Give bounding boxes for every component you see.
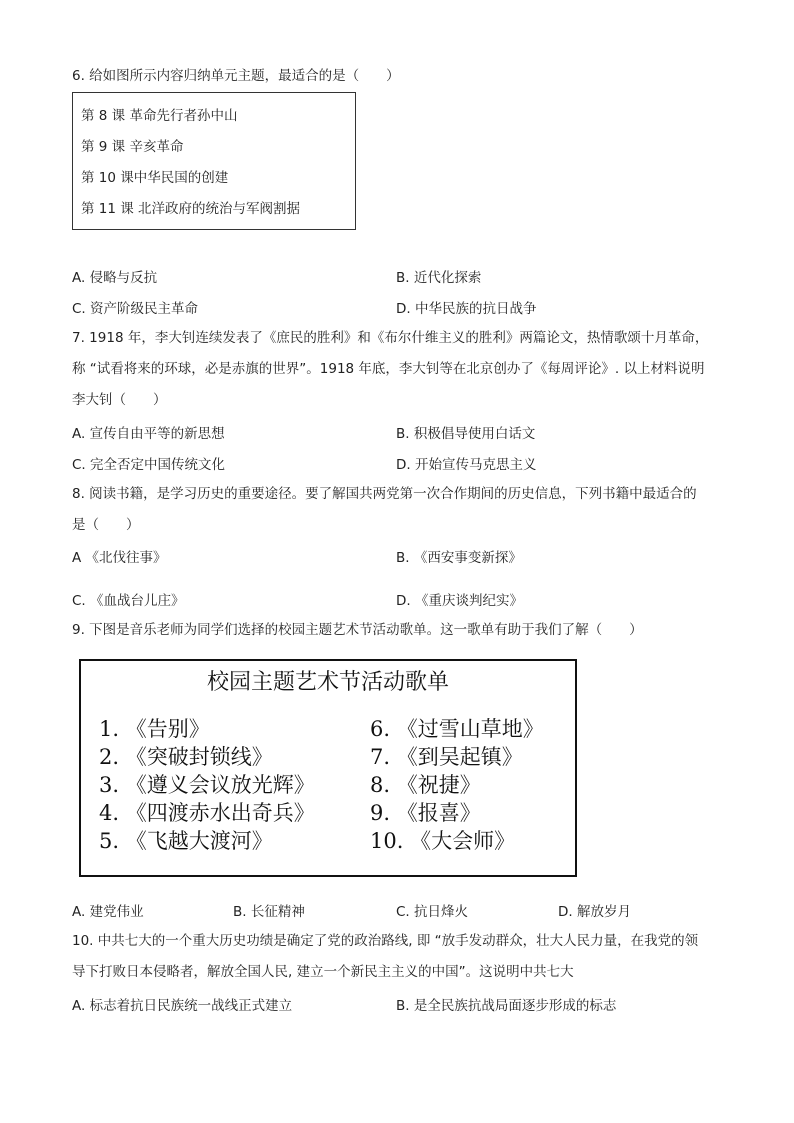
q9-option-c: C. 抗日烽火: [396, 904, 469, 920]
song-item-9: 9. 《报喜》: [370, 801, 481, 825]
q8-option-d: D. 《重庆谈判纪实》: [396, 593, 523, 609]
q7-option-c: C. 完全否定中国传统文化: [72, 457, 226, 473]
song-item-4: 4. 《四渡赤水出奇兵》: [99, 801, 315, 825]
q10-option-a: A. 标志着抗日民族统一战线正式建立: [72, 998, 293, 1014]
q8-option-b: B. 《西安事变新探》: [396, 550, 522, 566]
song-item-1: 1. 《告别》: [99, 717, 210, 741]
q8-line-1: 8. 阅读书籍，是学习历史的重要途径。要了解国共两党第一次合作期间的历史信息，下列书籍中最适合的: [72, 486, 697, 502]
q6-box-line-3: 第 10 课中华民国的创建: [81, 170, 229, 186]
q6-lesson-box: [72, 92, 356, 230]
q8-option-c: C. 《血战台儿庄》: [72, 593, 185, 609]
song-item-8: 8. 《祝捷》: [370, 773, 481, 797]
song-item-2: 2. 《突破封锁线》: [99, 745, 273, 769]
q6-option-b: B. 近代化探索: [396, 270, 482, 286]
q7-line-3: 李大钊（ ）: [72, 392, 167, 408]
q10-line-2: 导下打败日本侵略者，解放全国人民, 建立一个新民主主义的中国”。这说明中共七大: [72, 964, 574, 980]
q6-stem: 6. 给如图所示内容归纳单元主题，最适合的是（ ）: [72, 68, 400, 84]
q9-stem: 9. 下图是音乐老师为同学们选择的校园主题艺术节活动歌单。这一歌单有助于我们了解（ ）: [72, 622, 643, 638]
q8-option-a: A 《北伐往事》: [72, 550, 167, 566]
q10-option-b: B. 是全民族抗战局面逐步形成的标志: [396, 998, 617, 1014]
q7-line-1: 7. 1918 年，李大钊连续发表了《庶民的胜利》和《布尔什维主义的胜利》两篇论文，热情歌颂十月革命，: [72, 330, 709, 346]
song-item-10: 10. 《大会师》: [370, 829, 516, 853]
q6-option-a: A. 侵略与反抗: [72, 270, 158, 286]
q7-option-b: B. 积极倡导使用白话文: [396, 426, 536, 442]
q6-box-line-4: 第 11 课 北洋政府的统治与军阀割据: [81, 201, 301, 217]
q9-option-a: A. 建党伟业: [72, 904, 144, 920]
q6-option-d: D. 中华民族的抗日战争: [396, 301, 537, 317]
song-list-title: 校园主题艺术节活动歌单: [206, 670, 449, 695]
q8-line-2: 是（ ）: [72, 517, 140, 533]
song-item-3: 3. 《遵义会议放光辉》: [99, 773, 315, 797]
q6-box-line-2: 第 9 课 辛亥革命: [81, 139, 184, 155]
song-list-image: [79, 659, 577, 877]
q7-option-d: D. 开始宣传马克思主义: [396, 457, 537, 473]
q7-line-2: 称 “试看将来的环球，必是赤旗的世界”。1918 年底，李大钊等在北京创办了《每周评论》. 以上材料说明: [72, 361, 705, 377]
q7-option-a: A. 宣传自由平等的新思想: [72, 426, 225, 442]
q9-option-b: B. 长征精神: [233, 904, 305, 920]
song-item-7: 7. 《到吴起镇》: [370, 745, 523, 769]
q6-box-line-1: 第 8 课 革命先行者孙中山: [81, 108, 238, 124]
song-item-6: 6. 《过雪山草地》: [370, 717, 544, 741]
q6-option-c: C. 资产阶级民主革命: [72, 301, 199, 317]
q10-line-1: 10. 中共七大的一个重大历史功绩是确定了党的政治路线, 即 “放手发动群众，壮大人民力量，在我党的领: [72, 933, 699, 949]
q9-option-d: D. 解放岁月: [558, 904, 631, 920]
song-item-5: 5. 《飞越大渡河》: [99, 829, 273, 853]
